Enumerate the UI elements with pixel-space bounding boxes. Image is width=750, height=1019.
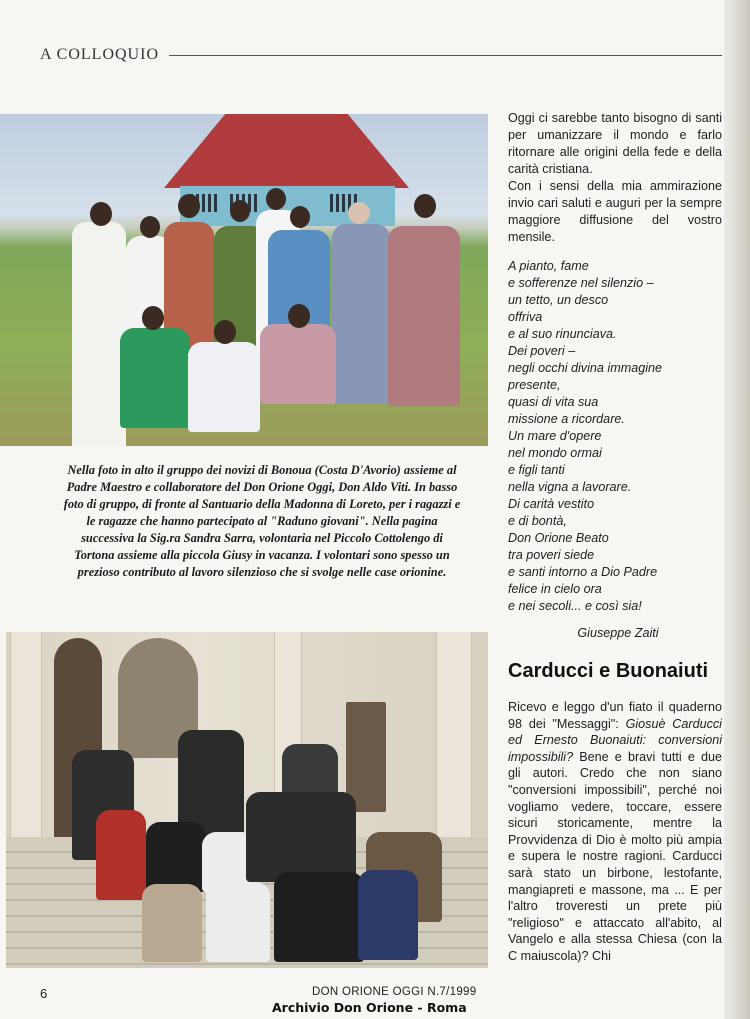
poem-line: un tetto, un desco: [508, 293, 609, 307]
photo-loreto-group: [6, 632, 488, 968]
letter-signature: Giuseppe Zaiti: [577, 626, 659, 640]
house-roof: [164, 114, 409, 188]
poem-line: tra poveri siede: [508, 548, 595, 562]
person: [358, 870, 418, 960]
poem-line: e di bontà,: [508, 514, 567, 528]
person-head: [142, 306, 164, 330]
letter-paragraph: Oggi ci sarebbe tanto bisogno di santi per umanizzare il mondo e farlo ritornare alle origini della fede e della carità cristiana.: [508, 111, 722, 176]
person: [96, 810, 146, 900]
person-head: [348, 202, 370, 224]
person: [188, 342, 260, 432]
archive-credit: Archivio Don Orione - Roma: [272, 1000, 467, 1015]
person: [146, 822, 206, 892]
person: [388, 226, 460, 406]
person: [260, 324, 336, 404]
person: [142, 884, 202, 962]
article-book-title: Giosuè Carducci ed Ernesto Buonaiuti: conversioni impossibili?: [508, 716, 722, 764]
person-head: [90, 202, 112, 226]
poem-line: e al suo rinunciava.: [508, 327, 617, 341]
poem-line: Di carità vestito: [508, 497, 595, 511]
poem-line: negli occhi divina immagine: [508, 361, 663, 375]
photo-caption: Nella foto in alto il gruppo dei novizi di Bonoua (Costa D'Avorio) assieme al Padre Maestro e collaboratore del Don Orione Oggi, Don Aldo Viti. In basso foto di gruppo, di fronte al Santuario della Madonna di Loreto, per i ragazzi e le ragazze che hanno partecipato al "Raduno giovani". Nella pagina successiva la Sig.ra Sandra Sarra, volontaria nel Piccolo Cottolengo di Tortona assieme alla piccola Giusy in vacanza. I volontari sono spesso un prezioso contributo al lavoro silenzioso che si svolge nelle case orionine.: [63, 463, 461, 579]
poem-line: offriva: [508, 310, 543, 324]
poem-line: quasi di vita sua: [508, 395, 599, 409]
poem-line: e santi intorno a Dio Padre: [508, 565, 658, 579]
article-intro: Ricevo e leggo d'un fiato il quaderno 98 dei "Messaggi":: [508, 700, 722, 731]
person-head: [288, 304, 310, 328]
person-head: [230, 200, 250, 222]
page-number: 6: [40, 986, 48, 1001]
person-head: [214, 320, 236, 344]
poem-line: nella vigna a lavorare.: [508, 480, 632, 494]
article-body: [508, 699, 722, 965]
section-title-label: A COLLOQUIO: [40, 46, 159, 63]
person: [120, 328, 190, 428]
person: [246, 792, 356, 882]
article-title: Carducci e Buonaiuti: [508, 660, 709, 682]
poem-line: missione a ricordare.: [508, 412, 625, 426]
photo-novices-group: [0, 114, 488, 446]
header-rule: [169, 55, 722, 56]
person: [72, 222, 126, 446]
poem-line: e sofferenze nel silenzio –: [508, 276, 654, 290]
page-spine-shadow: [724, 0, 750, 1019]
person: [206, 882, 270, 962]
poem-line: presente,: [508, 378, 561, 392]
person-head: [266, 188, 286, 210]
poem-line: e nei secoli... e così sia!: [508, 599, 642, 613]
section-header: [40, 44, 722, 66]
poem-line: felice in cielo ora: [508, 582, 602, 596]
poem: [508, 258, 722, 615]
person-head: [140, 216, 160, 238]
letter-paragraph: Con i sensi della mia ammirazione invio cari saluti e auguri per la sempre maggiore diffusione del vostro mensile.: [508, 179, 722, 244]
letter-column: [508, 110, 722, 642]
article-text: Bene e bravi tutti e due gli autori. Credo che non siano "conversioni impossibili", perché noi vogliamo vedere, toccare, essere sicuri storicamente, mentre la Provvidenza di Dio è molto più ampia e supera le nostre ragioni. Carducci sarà stato un birbone, lestofante, mangiapreti e massone, ma ... E per l'altro troveresti un prete più "religioso" e attaccato all'abito, al Vangelo e alla stessa Chiesa (con la C maiuscola)? Chi: [508, 749, 722, 963]
person-head: [178, 194, 200, 218]
poem-line: e figli tanti: [508, 463, 565, 477]
poem-line: nel mondo ormai: [508, 446, 602, 460]
poem-line: Un mare d'opere: [508, 429, 602, 443]
magazine-issue: DON ORIONE OGGI N.7/1999: [312, 986, 477, 998]
poem-line: A pianto, fame: [508, 259, 589, 273]
poem-line: Don Orione Beato: [508, 531, 609, 545]
person: [274, 872, 364, 962]
person-head: [414, 194, 436, 218]
building-column: [10, 632, 42, 862]
poem-line: Dei poveri –: [508, 344, 576, 358]
building-column: [436, 632, 472, 842]
person-head: [290, 206, 310, 228]
person: [332, 224, 390, 404]
